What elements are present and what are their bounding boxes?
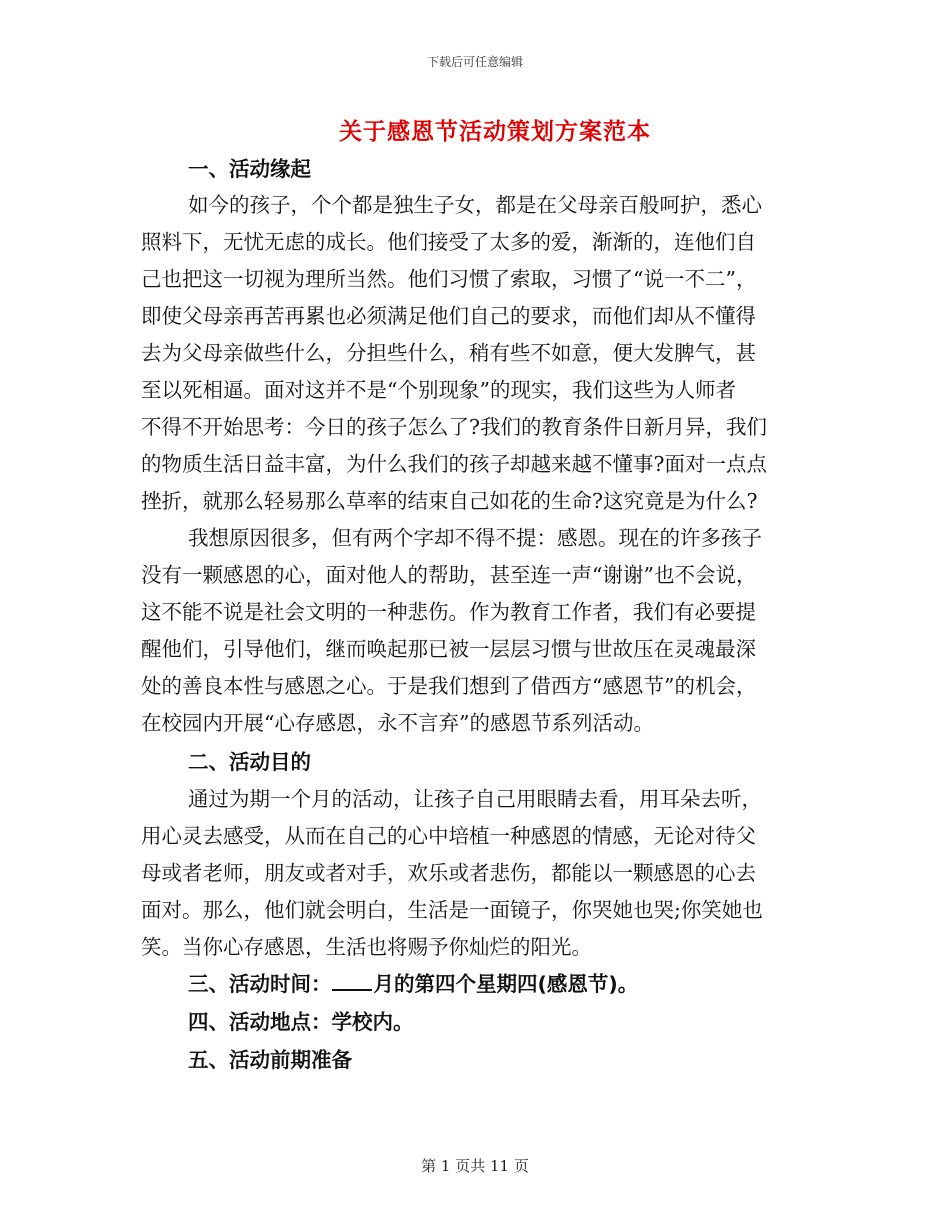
header-note: 下载后可任意编辑	[426, 55, 523, 69]
paragraph-line: 面对。那么，他们就会明白，生活是一面镜子，你哭她也哭;你笑她也	[141, 898, 763, 922]
document-title: 关于感恩节活动策划方案范本	[339, 118, 651, 145]
paragraph-line: 我想原因很多，但有两个字却不得不提：感恩。现在的许多孩子	[188, 526, 762, 550]
paragraph-line: 己也把这一切视为理所当然。他们习惯了索取，习惯了“说一不二”，	[141, 267, 757, 291]
paragraph-line: 处的善良本性与感恩之心。于是我们想到了借西方“感恩节”的机会，	[141, 674, 757, 698]
paragraph-line: 没有一颗感恩的心，面对他人的帮助，甚至连一声“谢谢”也不会说，	[141, 563, 757, 587]
section-heading-2: 二、活动目的	[188, 750, 311, 774]
paragraph-line: 母或者老师，朋友或者对手，欢乐或者悲伤，都能以一颗感恩的心去	[141, 861, 756, 885]
section-heading-5: 五、活动前期准备	[188, 1048, 352, 1072]
paragraph-line: 至以死相逼。面对这并不是“个别现象”的现实，我们这些为人师者	[141, 378, 736, 402]
paragraph-line: 通过为期一个月的活动，让孩子自己用眼睛去看，用耳朵去听，	[188, 787, 762, 811]
paragraph-line: 醒他们，引导他们，继而唤起那已被一层层习惯与世故压在灵魂最深	[141, 637, 756, 661]
section-heading-4: 四、活动地点：学校内。	[188, 1010, 414, 1034]
paragraph-line: 挫折，就那么轻易那么草率的结束自己如花的生命?这究竟是为什么?	[141, 489, 758, 513]
section-3-label: 三、活动时间：	[188, 972, 332, 996]
paragraph-line: 笑。当你心存感恩，生活也将赐予你灿烂的阳光。	[141, 935, 592, 959]
paragraph-line: 用心灵去感受，从而在自己的心中培植一种感恩的情感，无论对待父	[141, 824, 756, 848]
paragraph-line: 即使父母亲再苦再累也必须满足他们自己的要求，而他们却从不懂得	[141, 304, 756, 328]
section-heading-1: 一、活动缘起	[188, 157, 311, 181]
page-footer: 第 1 页共 11 页	[421, 1157, 529, 1175]
paragraph-line: 这不能不说是社会文明的一种悲伤。作为教育工作者，我们有必要提	[141, 600, 756, 624]
section-heading-3	[188, 970, 638, 998]
paragraph-line: 去为父母亲做些什么，分担些什么，稍有些不如意，便大发脾气，甚	[141, 341, 756, 365]
section-3-text: 月的第四个星期四(感恩节)。	[373, 972, 639, 996]
paragraph-line: 不得不开始思考：今日的孩子怎么了?我们的教育条件日新月异，我们	[141, 415, 767, 439]
paragraph-line: 照料下，无忧无虑的成长。他们接受了太多的爱，渐渐的，连他们自	[141, 230, 756, 254]
paragraph-line: 如今的孩子，个个都是独生子女，都是在父母亲百般呵护，悉心	[188, 193, 762, 217]
paragraph-line: 的物质生活日益丰富，为什么我们的孩子却越来越不懂事?面对一点点	[141, 452, 767, 476]
date-blank	[332, 971, 372, 991]
paragraph-line: 在校园内开展“心存感恩，永不言弃”的感恩节系列活动。	[141, 711, 654, 735]
